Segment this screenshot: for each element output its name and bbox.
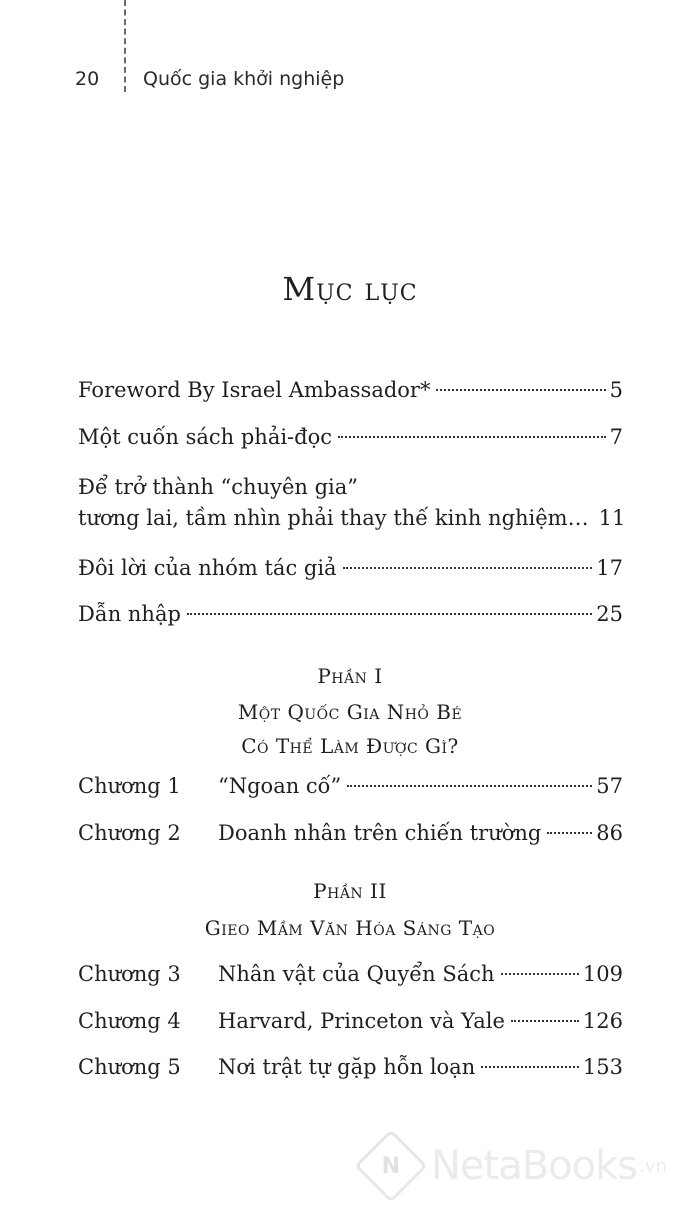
dot-leader — [343, 567, 593, 569]
chapter-entry-2[interactable] — [78, 821, 623, 855]
chapter-entry-5[interactable] — [78, 1055, 623, 1089]
toc-entry-expert[interactable] — [78, 506, 626, 540]
netabooks-watermark — [365, 1140, 667, 1192]
toc-entry-page: 25 — [596, 602, 623, 626]
chapter-label: Chương 3 — [78, 962, 181, 986]
chapter-page: 109 — [582, 962, 623, 986]
dot-leader — [338, 436, 606, 438]
chapter-page: 86 — [596, 821, 623, 845]
dashed-rule — [124, 0, 126, 92]
chapter-entry-1[interactable] — [78, 774, 623, 808]
dot-leader — [347, 785, 592, 787]
toc-entry-title: Một cuốn sách phải-đọc — [78, 425, 332, 449]
dot-leader — [547, 832, 592, 834]
logo-letter: N — [381, 1153, 401, 1179]
dot-leader — [501, 973, 579, 975]
part-1-label: Phần I — [317, 664, 383, 688]
chapter-title: Nơi trật tự gặp hỗn loạn — [218, 1055, 476, 1079]
watermark-text: NetaBooks — [431, 1143, 638, 1189]
chapter-title: Nhân vật của Quyển Sách — [218, 962, 495, 986]
toc-entry-title: Dẫn nhập — [78, 602, 181, 626]
chapter-title: Harvard, Princeton và Yale — [218, 1009, 505, 1033]
part-2-title-line1: Gieo Mầm Văn Hóa Sáng Tạo — [204, 916, 496, 940]
chapter-entry-4[interactable] — [78, 1009, 623, 1043]
toc-entry-introduction[interactable] — [78, 602, 623, 636]
toc-entry-page: 11 — [598, 506, 626, 530]
chapter-page: 153 — [582, 1055, 623, 1079]
chapter-title: “Ngoan cố” — [218, 774, 342, 798]
page-number: 20 — [75, 68, 100, 90]
chapter-label: Chương 4 — [78, 1009, 181, 1033]
chapter-label: Chương 2 — [78, 821, 181, 845]
chapter-entry-3[interactable] — [78, 962, 623, 996]
part-1-title-line2: Có Thể Làm Được Gì? — [241, 734, 459, 758]
toc-entry-foreword[interactable] — [78, 378, 623, 412]
toc-entry-page: 7 — [609, 425, 623, 449]
chapter-label: Chương 1 — [78, 774, 181, 798]
toc-entry-title: Đôi lời của nhóm tác giả — [78, 556, 337, 580]
book-title: Quốc gia khởi nghiệp — [143, 68, 345, 90]
toc-entry-authors-note[interactable] — [78, 556, 623, 590]
chapter-title: Doanh nhân trên chiến trường — [218, 821, 542, 845]
dot-leader — [511, 1020, 579, 1022]
dot-leader — [436, 389, 605, 391]
running-head — [75, 64, 344, 94]
watermark-suffix: .vn — [639, 1155, 667, 1177]
toc-entry-page: 17 — [596, 556, 623, 580]
chapter-label: Chương 5 — [78, 1055, 181, 1079]
dot-leader — [187, 613, 592, 615]
netabooks-logo-icon — [354, 1129, 428, 1203]
part-1-title-line1: Một Quốc Gia Nhỏ Bé — [237, 700, 463, 724]
toc-entry-title: Foreword By Israel Ambassador* — [78, 378, 431, 402]
toc-heading: Mục lục — [282, 270, 418, 308]
chapter-page: 57 — [596, 774, 623, 798]
toc-entry-must-read[interactable] — [78, 425, 623, 459]
dot-leader — [481, 1066, 579, 1068]
toc-entry-page: 5 — [609, 378, 623, 402]
toc-entry-title: tương lai, tầm nhìn phải thay thế kinh nghiệm… — [78, 506, 589, 530]
chapter-page: 126 — [582, 1009, 623, 1033]
toc-entry-expert-line1: Để trở thành “chuyên gia” — [78, 475, 359, 499]
part-2-label: Phần II — [313, 879, 387, 903]
